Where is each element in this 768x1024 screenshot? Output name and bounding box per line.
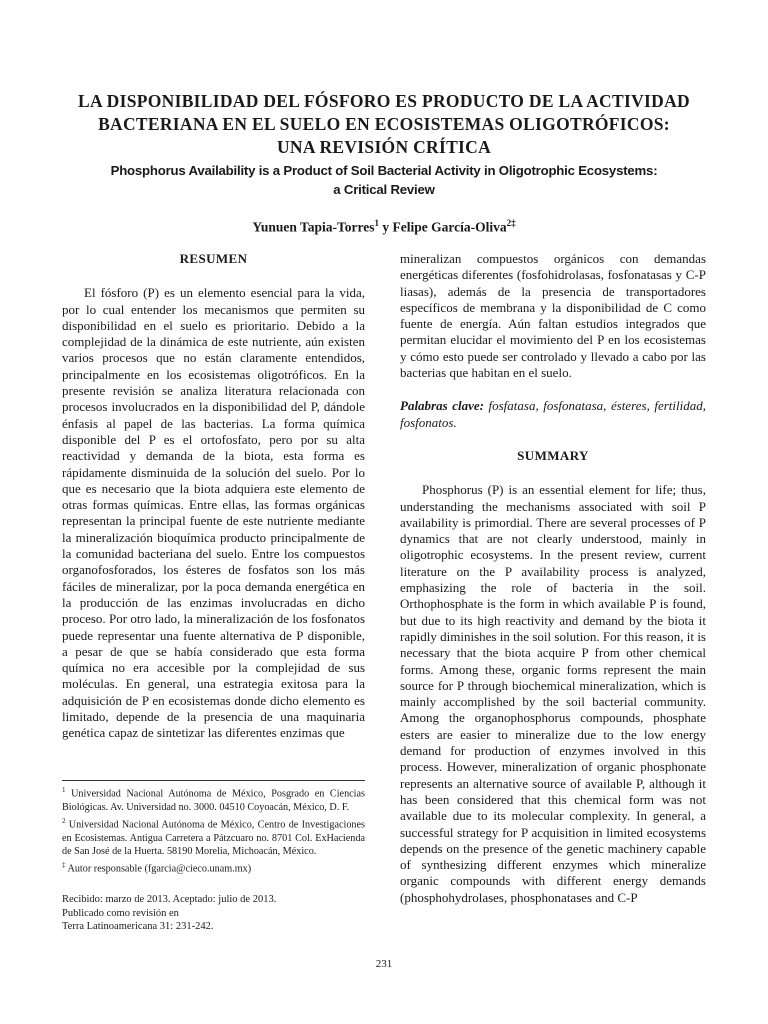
- summary-heading: SUMMARY: [517, 447, 589, 463]
- published-as: Publicado como revisión en: [62, 907, 179, 919]
- authors-line: [60, 218, 708, 236]
- summary-paragraph: Phosphorus (P) is an essential element for life; thus, understanding the mechanisms associated with soil P availability is primordial. There are several processes of P dynamics that are not clearly understood, mainly in oligotrophic ecosystems. In the present review, current literature on the P availability process is analyzed, emphasizing the role of bacteria in the soil. Orthophosphate is the form in which available P is found, but due to its high reactivity and demand by the biota it rapidly diminishes in the soil solution. For this reason, it is necessary that the biota acquire P from other chemical forms. Among these, organic forms represent the main source for P through biochemical mineralization, which is mainly accomplished by the soil bacterial community. Among the organophosphorus compounds, phosphate esters are easier to mineralize due to the low energy demand for production of enzymes involved in this process. However, mineralization of organic phosphonate represents an alternative source of available P, although it has been considered that this chemical form was not available due to its molecular complexity. In general, a successful strategy for P acquisition in limited ecosystems depends on the presence of the genetic machinery capable of synthesizing different enzymes which mineralize organic compounds with different energy demands (phosphohydrolases, phosphonatases and C-P: [400, 482, 706, 905]
- author-2-affiliation: 2‡: [506, 218, 516, 228]
- footnote-3-text: Autor responsable (fgarcia@cieco.unam.mx): [65, 863, 252, 875]
- page-number: 231: [375, 958, 393, 970]
- footnote-1-text: Universidad Nacional Autónoma de México, Posgrado en Ciencias Biológicas. Av. Universidad no. 3000. 04510 Coyoacán, México, D. F.: [62, 788, 365, 813]
- resumen-paragraph: El fósforo (P) es un elemento esencial para la vida, por lo cual entender los mecanismos que permiten su disponibilidad en el suelo es prioritario. Debido a la complejidad de la dinámica de este nutriente, aún existen varios procesos que no están claramente entendidos, principalmente en los ecosistemas oligotróficos. En la presente revisión se analiza literatura relacionada con procesos involucrados en la disponibilidad del P, dándole énfasis al papel de las bacterias. La forma química disponible del P es el ortofosfato, pero por su alta reactividad y demanda de la biota, esta forma es rápidamente disminuida de la solución del suelo. Por lo que es necesario que la biota adquiera este elemento de otras formas químicas. Entre ellas, las formas orgánicas representan la principal fuente de este nutriente mediante la mineralización bioquímica producto principalmente de la comunidad bacteriana del suelo. Entre los compuestos organofosforados, los ésteres de fosfatos son los más fáciles de mineralizar, por la poca demanda energética en la producción de las enzimas involucradas en dicho proceso. Por otro lado, la mineralización de los fosfonatos puede representar una fuente alternativa de P disponible, a pesar de que se había considerado que esta forma química no era accesible por la complejidad de sus moléculas. En general, una estrategia exitosa para la adquisición de P en ecosistemas donde dicho elemento es limitado, depende de la presencia de una maquinaria genética capaz de sintetizar las diferentes enzimas que: [62, 285, 365, 741]
- author-1-affiliation: 1: [374, 218, 380, 228]
- subtitle-line-1: Phosphorus Availability is a Product of Soil Bacterial Activity in Oligotrophic Ecosystems:: [110, 163, 658, 178]
- resumen-paragraph-continued: mineralizan compuestos orgánicos con demandas energéticas diferentes (fosfohidrolasas, fosfonatasas y C-P liasas), además de la presencia de transportadores específicos de membrana y la disponibilidad de C como fuente de energía. Aún faltan estudios integrados que permitan elucidar el movimiento del P en los ecosistemas y cómo esto puede ser controlado y llevado a cabo por las bacterias que habitan en el suelo.: [400, 251, 706, 381]
- footnote-3: [62, 859, 365, 876]
- footnote-2-text: Universidad Nacional Autónoma de México, Centro de Investigaciones en Ecosistemas. Antigua Carretera a Pátzcuaro no. 8701 Col. ExHacienda de San José de la Huerta. 58190 Morelia, Michoacán, México.: [62, 818, 365, 858]
- footnote-1-mark: 1: [62, 786, 66, 794]
- left-column: [62, 251, 365, 742]
- article-title: [60, 90, 708, 159]
- received-accepted: Recibido: marzo de 2013. Aceptado: julio de 2013.: [62, 894, 277, 905]
- journal-citation: Terra Latinoamericana 31: 231-242.: [62, 921, 214, 933]
- footnote-divider: [62, 780, 365, 781]
- english-title: [60, 161, 708, 199]
- title-line-1: LA DISPONIBILIDAD DEL FÓSFORO ES PRODUCTO DE LA ACTIVIDAD: [78, 91, 690, 111]
- resumen-heading: RESUMEN: [179, 251, 248, 266]
- subtitle-line-2: a Critical Review: [333, 182, 435, 197]
- title-line-3: UNA REVISIÓN CRÍTICA: [276, 137, 492, 157]
- footnote-1: [62, 784, 365, 815]
- title-line-2: BACTERIANA EN EL SUELO EN ECOSISTEMAS OLIGOTRÓFICOS:: [98, 114, 670, 134]
- author-connector: y: [379, 219, 393, 235]
- publication-dates: [62, 893, 365, 934]
- footnote-3-mark: ‡: [62, 860, 66, 869]
- footnote-2: [62, 815, 365, 859]
- author-2: Felipe García-Oliva: [392, 219, 507, 235]
- keywords: [400, 398, 706, 431]
- footnotes: [62, 784, 365, 876]
- keywords-text: fosfatasa, fosfonatasa, ésteres, fertilidad, fosfonatos.: [400, 398, 706, 430]
- keywords-label: Palabras clave:: [400, 398, 484, 414]
- author-1: Yunuen Tapia-Torres: [252, 219, 375, 235]
- right-column: [400, 251, 706, 906]
- footnote-2-mark: 2: [62, 816, 66, 825]
